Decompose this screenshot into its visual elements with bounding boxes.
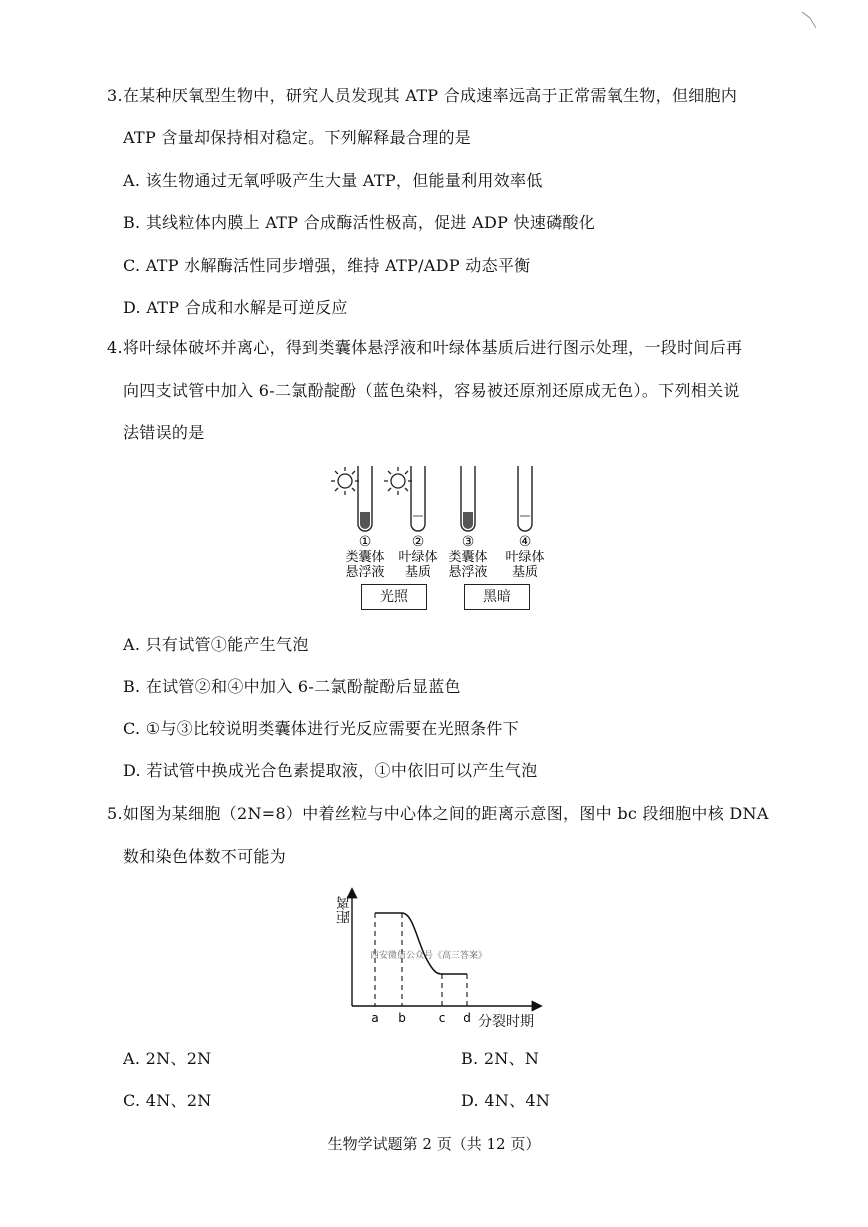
q3-option-c[interactable]: C. ATP 水解酶活性同步增强，维持 ATP/ADP 动态平衡: [123, 256, 531, 275]
sun-icon-2: [384, 467, 412, 495]
tube-1-label-line1: 类囊体: [345, 550, 385, 565]
graph-y-label: 距离: [336, 896, 352, 924]
page-footer: 生物学试题第 2 页（共 12 页）: [327, 1135, 541, 1153]
tube-1-label-line2: 悬浮液: [345, 565, 385, 580]
tube-3-number: ③: [461, 534, 475, 550]
tube-4-label-line2: 基质: [511, 565, 539, 580]
q4-option-a[interactable]: A. 只有试管①能产生气泡: [123, 635, 309, 654]
tick-a: a: [371, 1011, 379, 1025]
test-tube-2: [411, 466, 425, 531]
q5-stem-line2: 数和染色体数不可能为: [123, 847, 287, 866]
q4-option-b[interactable]: B. 在试管②和④中加入 6-二氯酚靛酚后显蓝色: [123, 677, 461, 696]
tube-2-label-line1: 叶绿体: [398, 550, 438, 565]
sun-icon-1: [331, 467, 359, 495]
q3-option-d[interactable]: D. ATP 合成和水解是可逆反应: [123, 298, 348, 317]
scan-mark-icon: [800, 10, 820, 30]
q4-stem-line2: 向四支试管中加入 6-二氯酚靛酚（蓝色染料，容易被还原剂还原成无色）。下列相关说: [123, 381, 740, 400]
tube-4-number: ④: [518, 534, 532, 550]
q5-option-c[interactable]: C. 4N、2N: [123, 1091, 212, 1110]
q5-stem-line1: 5.如图为某细胞（2N=8）中着丝粒与中心体之间的距离示意图，图中 bc 段细胞中核 DNA: [107, 804, 769, 823]
tick-c: c: [438, 1011, 446, 1025]
q4-stem-line1: 4.将叶绿体破坏并离心，得到类囊体悬浮液和叶绿体基质后进行图示处理，一段时间后再: [107, 338, 743, 357]
test-tube-4: [518, 466, 532, 531]
watermark-text: 西安微信公众号《高三答案》: [370, 951, 488, 961]
tube-2-number: ②: [411, 534, 425, 550]
test-tube-1: [358, 466, 372, 531]
q4-option-c[interactable]: C. ①与③比较说明类囊体进行光反应需要在光照条件下: [123, 719, 519, 738]
q3-stem-line1: 3.在某种厌氧型生物中，研究人员发现其 ATP 合成速率远高于正常需氧生物，但细胞内: [107, 86, 738, 105]
q5-option-a[interactable]: A. 2N、2N: [123, 1049, 212, 1068]
tick-b: b: [398, 1011, 406, 1025]
tube-2-label-line2: 基质: [404, 565, 432, 580]
tube-3-label-line2: 悬浮液: [448, 565, 488, 580]
q5-option-b[interactable]: B. 2N、N: [461, 1049, 540, 1068]
q3-option-a[interactable]: A. 该生物通过无氧呼吸产生大量 ATP，但能量利用效率低: [123, 171, 543, 190]
distance-curve: [375, 913, 467, 974]
q3-stem-line2: ATP 含量却保持相对稳定。下列解释最合理的是: [123, 128, 472, 147]
test-tube-3: [461, 466, 475, 531]
tube-4-label-line1: 叶绿体: [505, 550, 545, 565]
graph-x-label: 分裂时期: [478, 1014, 534, 1030]
tube-1-number: ①: [358, 534, 372, 550]
q5-option-d[interactable]: D. 4N、4N: [461, 1091, 551, 1110]
q4-option-d[interactable]: D. 若试管中换成光合色素提取液，①中依旧可以产生气泡: [123, 761, 538, 780]
q4-stem-line3: 法错误的是: [123, 423, 205, 442]
q5-distance-graph: [330, 886, 550, 1031]
light-condition-box: 光照: [361, 584, 427, 610]
q3-option-b[interactable]: B. 其线粒体内膜上 ATP 合成酶活性极高，促进 ADP 快速磷酸化: [123, 213, 596, 232]
tube-3-label-line1: 类囊体: [448, 550, 488, 565]
dark-condition-box: 黑暗: [464, 584, 530, 610]
tick-d: d: [463, 1011, 471, 1025]
